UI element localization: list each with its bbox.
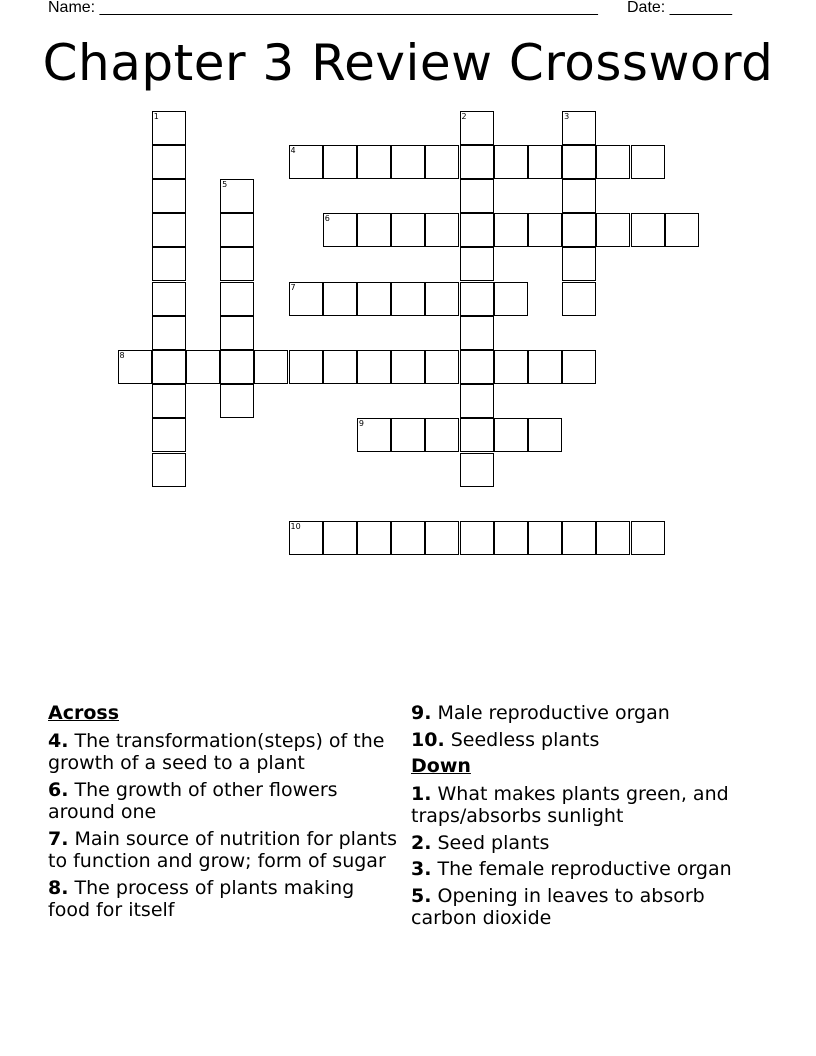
crossword-cell[interactable]	[220, 247, 254, 281]
crossword-cell[interactable]	[152, 282, 186, 316]
clue-across-4	[48, 730, 400, 775]
crossword-cell[interactable]	[357, 145, 391, 179]
clue-text: What makes plants green, and traps/absorbs sunlight	[411, 782, 729, 827]
cell-number: 9	[358, 419, 364, 429]
crossword-cell[interactable]	[323, 521, 357, 555]
crossword-cell[interactable]	[528, 145, 562, 179]
crossword-cell[interactable]	[391, 350, 425, 384]
across-heading: Across	[48, 702, 120, 724]
clue-number: 7.	[48, 827, 69, 850]
clue-text: Opening in leaves to absorb carbon dioxide	[411, 884, 705, 929]
crossword-cell[interactable]	[460, 316, 494, 350]
crossword-cell[interactable]	[596, 521, 630, 555]
clue-text: The growth of other flowers around one	[48, 778, 338, 823]
clue-down-1	[411, 783, 751, 828]
clue-number: 4.	[48, 729, 69, 752]
clue-down-3	[411, 858, 751, 881]
cell-number: 4	[290, 145, 296, 155]
crossword-cell[interactable]	[391, 521, 425, 555]
crossword-cell[interactable]	[323, 282, 357, 316]
clue-text: The process of plants making food for itself	[48, 876, 355, 921]
crossword-cell[interactable]	[220, 316, 254, 350]
clue-number: 3.	[411, 858, 432, 880]
crossword-cell[interactable]	[323, 350, 357, 384]
clue-text: The transformation(steps) of the growth of a seed to a plant	[48, 729, 385, 774]
crossword-cell[interactable]	[460, 453, 494, 487]
crossword-cell[interactable]	[289, 350, 323, 384]
crossword-cell[interactable]	[118, 350, 152, 384]
clue-text: Main source of nutrition for plants to function and grow; form of sugar	[48, 827, 397, 872]
crossword-cell[interactable]	[528, 350, 562, 384]
crossword-cell[interactable]	[391, 282, 425, 316]
clue-text: Male reproductive organ	[437, 702, 670, 724]
crossword-cell[interactable]	[220, 213, 254, 247]
cell-number: 3	[564, 111, 570, 121]
date-field-label: Date: _______	[627, 0, 732, 16]
crossword-cell[interactable]	[220, 384, 254, 418]
crossword-cell[interactable]	[425, 521, 459, 555]
crossword-cell[interactable]	[460, 521, 494, 555]
crossword-cell[interactable]	[631, 213, 665, 247]
crossword-cell[interactable]	[152, 453, 186, 487]
crossword-cell[interactable]	[528, 521, 562, 555]
clue-number: 8.	[48, 876, 69, 899]
crossword-cell[interactable]	[425, 350, 459, 384]
crossword-cell[interactable]	[460, 282, 494, 316]
crossword-cell[interactable]	[289, 145, 323, 179]
crossword-cell[interactable]	[220, 350, 254, 384]
crossword-cell[interactable]	[323, 145, 357, 179]
crossword-cell[interactable]	[596, 145, 630, 179]
crossword-cell[interactable]	[425, 213, 459, 247]
crossword-cell[interactable]	[425, 282, 459, 316]
crossword-cell[interactable]	[562, 145, 596, 179]
cell-number: 10	[290, 521, 301, 531]
crossword-cell[interactable]	[562, 247, 596, 281]
clue-across-9	[411, 702, 751, 725]
crossword-cell[interactable]	[152, 247, 186, 281]
crossword-cell[interactable]	[460, 418, 494, 452]
crossword-cell[interactable]	[152, 111, 186, 145]
cell-number: 2	[461, 111, 467, 121]
crossword-cell[interactable]	[494, 521, 528, 555]
crossword-cell[interactable]	[596, 213, 630, 247]
clues-column-left	[48, 702, 400, 926]
cell-number: 1	[153, 111, 159, 121]
crossword-cell[interactable]	[425, 145, 459, 179]
crossword-cell[interactable]	[357, 418, 391, 452]
crossword-cell[interactable]	[152, 145, 186, 179]
crossword-cell[interactable]	[460, 384, 494, 418]
clue-across-6	[48, 779, 400, 824]
clue-down-2	[411, 832, 751, 855]
crossword-cell[interactable]	[254, 350, 288, 384]
crossword-cell[interactable]	[152, 316, 186, 350]
crossword-cell[interactable]	[220, 179, 254, 213]
crossword-cell[interactable]	[665, 213, 699, 247]
crossword-cell[interactable]	[152, 213, 186, 247]
crossword-cell[interactable]	[562, 213, 596, 247]
name-field-label: Name: ________________________________________________________	[48, 0, 598, 16]
crossword-cell[interactable]	[494, 213, 528, 247]
crossword-cell[interactable]	[152, 350, 186, 384]
crossword-cell[interactable]	[152, 179, 186, 213]
crossword-cell[interactable]	[460, 179, 494, 213]
crossword-cell[interactable]	[631, 145, 665, 179]
crossword-cell[interactable]	[460, 111, 494, 145]
page-title: Chapter 3 Review Crossword	[42, 34, 774, 92]
cell-number: 6	[324, 214, 330, 224]
crossword-cell[interactable]	[425, 418, 459, 452]
crossword-cell[interactable]	[289, 521, 323, 555]
clue-across-7	[48, 828, 400, 873]
clue-number: 9.	[411, 702, 432, 724]
crossword-cell[interactable]	[494, 145, 528, 179]
crossword-cell[interactable]	[562, 282, 596, 316]
clue-across-10	[411, 729, 751, 752]
down-heading: Down	[411, 755, 471, 777]
crossword-cell[interactable]	[220, 282, 254, 316]
crossword-cell[interactable]	[631, 521, 665, 555]
clue-across-8	[48, 877, 400, 922]
clue-number: 2.	[411, 831, 432, 854]
clues-column-right	[411, 702, 751, 934]
crossword-cell[interactable]	[562, 111, 596, 145]
crossword-cell[interactable]	[391, 213, 425, 247]
clue-number: 6.	[48, 778, 69, 801]
clue-down-5	[411, 885, 751, 930]
cell-number: 7	[290, 282, 296, 292]
clue-text: Seed plants	[437, 831, 550, 854]
crossword-cell[interactable]	[357, 213, 391, 247]
clue-text: The female reproductive organ	[437, 858, 732, 880]
crossword-cell[interactable]	[460, 145, 494, 179]
crossword-cell[interactable]	[323, 213, 357, 247]
crossword-cell[interactable]	[460, 213, 494, 247]
crossword-cell[interactable]	[562, 179, 596, 213]
clue-number: 10.	[411, 728, 445, 751]
crossword-cell[interactable]	[494, 418, 528, 452]
crossword-cell[interactable]	[152, 384, 186, 418]
clue-text: Seedless plants	[450, 728, 600, 751]
crossword-cell[interactable]	[357, 350, 391, 384]
crossword-cell[interactable]	[289, 282, 323, 316]
crossword-cell[interactable]	[562, 350, 596, 384]
crossword-cell[interactable]	[562, 521, 596, 555]
crossword-cell[interactable]	[528, 418, 562, 452]
crossword-cell[interactable]	[391, 145, 425, 179]
crossword-cell[interactable]	[152, 418, 186, 452]
cell-number: 8	[119, 350, 125, 360]
clue-number: 5.	[411, 884, 432, 907]
crossword-cell[interactable]	[391, 418, 425, 452]
crossword-cell[interactable]	[494, 282, 528, 316]
crossword-cell[interactable]	[357, 282, 391, 316]
crossword-cell[interactable]	[460, 350, 494, 384]
crossword-cell[interactable]	[494, 350, 528, 384]
clue-number: 1.	[411, 782, 432, 805]
crossword-cell[interactable]	[357, 521, 391, 555]
crossword-cell[interactable]	[460, 247, 494, 281]
crossword-cell[interactable]	[186, 350, 220, 384]
cell-number: 5	[222, 179, 228, 189]
crossword-cell[interactable]	[528, 213, 562, 247]
